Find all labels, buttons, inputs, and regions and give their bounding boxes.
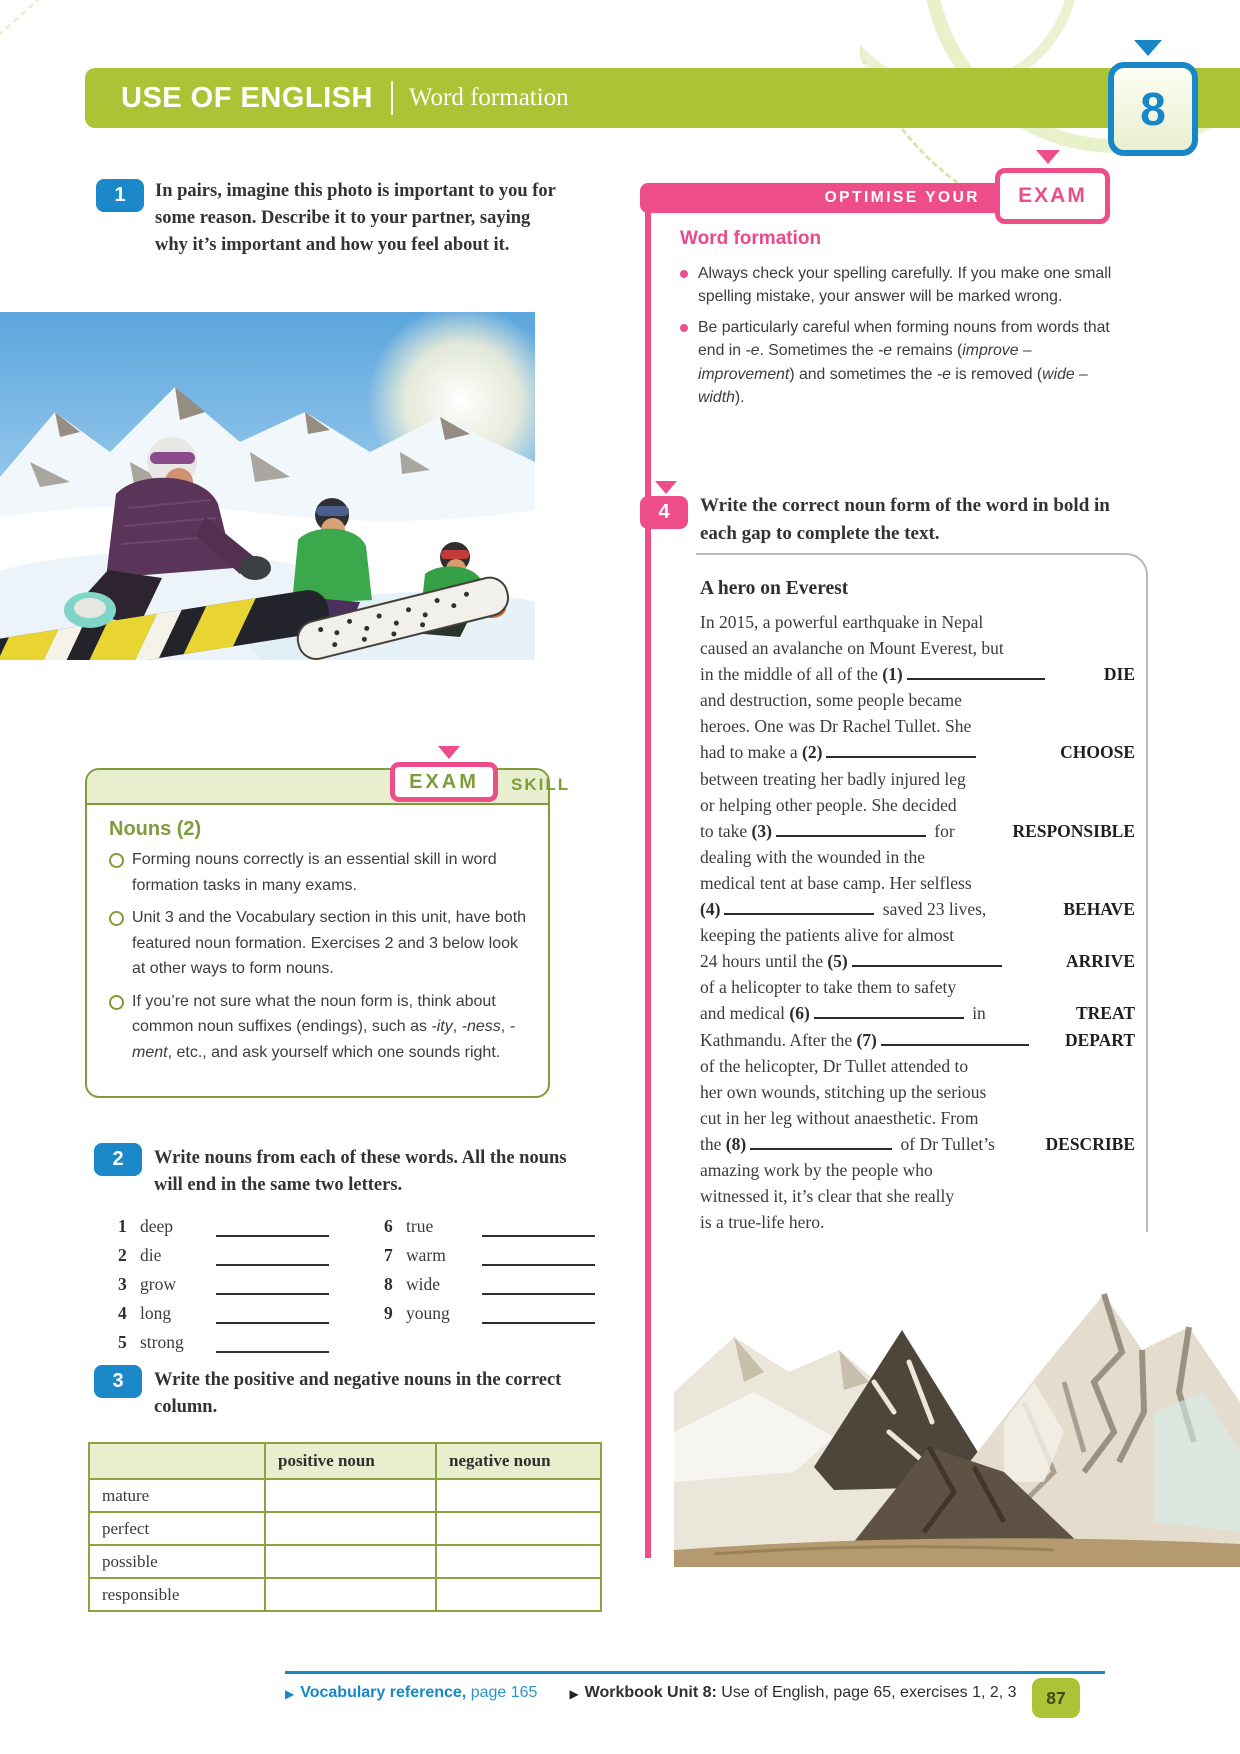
passage-line [700, 1134, 1135, 1160]
positive-noun-cell [265, 1479, 436, 1512]
word-list-item [118, 1266, 329, 1295]
word-list-item [384, 1295, 595, 1324]
answer-blank [216, 1275, 329, 1295]
passage-text: heroes. One was Dr Rachel Tullet. She [700, 716, 972, 737]
keyword-prompt: DIE [1103, 664, 1135, 685]
item-number: 6 [384, 1216, 393, 1236]
section-subtitle: Word formation [408, 84, 569, 111]
item-word: die [140, 1245, 162, 1265]
item-word: young [406, 1303, 450, 1323]
exercise1-instruction: In pairs, imagine this photo is important to you for some reason. Describe it to your partner, saying why it’s important and how you feel about it. [155, 181, 556, 255]
section-rule [645, 198, 651, 1558]
table-header-cell [89, 1443, 265, 1479]
item-number: 8 [384, 1274, 393, 1294]
bullet-item [109, 847, 534, 898]
item-number: 4 [118, 1303, 127, 1323]
passage-text: in the middle of all of the (1) [700, 664, 1049, 685]
word-list-item [118, 1324, 329, 1353]
table-word-cell: perfect [89, 1512, 265, 1545]
exercise3-instruction: Write the positive and negative nouns in the correct column. [154, 1370, 562, 1417]
answer-blank [907, 664, 1045, 680]
section-title: USE OF ENGLISH [121, 81, 373, 114]
answer-blank [482, 1246, 595, 1266]
exercise2-number-badge: 2 [94, 1143, 142, 1176]
exercise3-number-badge: 3 [94, 1365, 142, 1398]
item-word: true [406, 1216, 434, 1236]
item-word: long [140, 1303, 172, 1323]
bullet-text: If you’re not sure what the noun form is, think about common noun suffixes (endings), such as -ity, -ness, -ment, etc., and ask yourself which one sounds right. [132, 992, 515, 1061]
exercise2-left-column [118, 1208, 329, 1353]
positive-noun-cell [265, 1578, 436, 1611]
keyword-prompt: BEHAVE [1063, 899, 1135, 920]
answer-blank [482, 1275, 595, 1295]
passage-line [700, 638, 1135, 664]
table-word-cell: mature [89, 1479, 265, 1512]
unit-triangle-icon [1134, 40, 1162, 56]
answer-blank [724, 899, 874, 915]
bullet-item [109, 989, 534, 1066]
bullet-marker-icon [109, 995, 124, 1010]
bullet-marker-icon [109, 853, 124, 868]
table-row [89, 1578, 601, 1611]
page-number-badge: 87 [1032, 1678, 1080, 1718]
keyword-prompt: ARRIVE [1065, 951, 1135, 972]
workbook-reference: ▶ Workbook Unit 8: Use of English, page 65, exercises 1, 2, 3 [569, 1684, 1017, 1701]
answer-blank [814, 1003, 964, 1019]
table-row [89, 1545, 601, 1578]
positive-noun-cell [265, 1545, 436, 1578]
passage-line [700, 1056, 1135, 1082]
optimise-header-bar: OPTIMISE YOUR [640, 183, 1110, 213]
answer-blank [216, 1217, 329, 1237]
item-number: 3 [118, 1274, 127, 1294]
positive-noun-cell [265, 1512, 436, 1545]
passage-text: Kathmandu. After the (7) [700, 1030, 1033, 1051]
passage-text: cut in her leg without anaesthetic. From [700, 1107, 979, 1128]
passage-line [700, 1082, 1135, 1108]
header-divider [391, 81, 393, 115]
passage-text: her own wounds, stitching up the serious [700, 1081, 987, 1102]
item-number: 7 [384, 1245, 393, 1265]
bullet-marker-icon [680, 324, 688, 332]
keyword-prompt: DESCRIBE [1045, 1133, 1135, 1154]
passage-text: had to make a (2) [700, 742, 980, 763]
item-word: wide [406, 1274, 441, 1294]
word-list-item [118, 1295, 329, 1324]
passage-line [700, 1108, 1135, 1134]
word-list-item [118, 1237, 329, 1266]
passage-text: between treating her badly injured leg [700, 768, 966, 789]
passage-text: is a true-life hero. [700, 1212, 825, 1233]
bullet-item [680, 262, 1120, 309]
exercise1-number-badge: 1 [96, 179, 144, 212]
negative-noun-cell [436, 1545, 601, 1578]
passage-text: In 2015, a powerful earthquake in Nepal [700, 612, 984, 632]
item-number: 9 [384, 1303, 393, 1323]
keyword-prompt: DEPART [1064, 1029, 1135, 1050]
passage-text: and destruction, some people became [700, 690, 962, 711]
word-list-item [118, 1208, 329, 1237]
passage-line [700, 664, 1135, 690]
passage-text: 24 hours until the (5) [700, 951, 1006, 972]
item-word: strong [140, 1332, 184, 1352]
item-number: 2 [118, 1245, 127, 1265]
keyword-prompt: TREAT [1076, 1003, 1135, 1024]
keyword-prompt: CHOOSE [1060, 742, 1135, 763]
arrow-icon: ▶ [285, 1687, 295, 1701]
passage-line [700, 977, 1135, 1003]
word-list-item [384, 1266, 595, 1295]
passage-text: witnessed it, it’s clear that she really [700, 1186, 955, 1207]
passage-text: caused an avalanche on Mount Everest, but [700, 638, 1004, 659]
passage-line [700, 716, 1135, 742]
answer-blank [852, 951, 1002, 967]
negative-noun-cell [436, 1578, 601, 1611]
table-row [89, 1479, 601, 1512]
skill-heading: Nouns (2) [109, 818, 202, 840]
exercise4-instruction: Write the correct noun form of the word in bold in each gap to complete the text. [700, 495, 1110, 544]
answer-blank [776, 821, 926, 837]
table-word-cell: responsible [89, 1578, 265, 1611]
word-list-item [384, 1208, 595, 1237]
passage-text: medical tent at base camp. Her selfless [700, 872, 972, 893]
passage-line [700, 742, 1135, 768]
passage-line [700, 925, 1135, 951]
passage-text: or helping other people. She decided [700, 794, 957, 815]
optimise-exam-badge: EXAM [995, 168, 1110, 224]
table-header-cell: negative noun [436, 1443, 601, 1479]
item-word: warm [406, 1245, 446, 1265]
answer-blank [216, 1333, 329, 1353]
corner-line-decoration [0, 0, 118, 50]
item-word: grow [140, 1274, 176, 1294]
item-number: 1 [118, 1216, 127, 1236]
passage-line [700, 690, 1135, 716]
answer-blank [216, 1304, 329, 1324]
answer-blank [482, 1217, 595, 1237]
skill-triangle-icon [438, 746, 460, 759]
bullet-marker-icon [680, 270, 688, 278]
unit-header-bar [85, 68, 1240, 128]
table-row [89, 1512, 601, 1545]
bullet-text: Be particularly careful when forming nouns from words that end in -e. Sometimes the -e remains (improve – improvement) and sometimes the -e is removed (wide – width). [698, 318, 1110, 407]
skill-bullet-list [109, 847, 534, 1065]
vocabulary-reference-link: ▶ Vocabulary reference, page 165 [285, 1684, 538, 1701]
exercise4-triangle-icon [655, 481, 677, 494]
bullet-item [680, 316, 1120, 410]
passage-line [700, 769, 1135, 795]
keyword-prompt: RESPONSIBLE [1012, 820, 1135, 841]
skill-label: SKILL [511, 775, 571, 794]
passage-text: to take (3) for [700, 820, 955, 841]
footer-rule [285, 1671, 1105, 1674]
passage-text: keeping the patients alive for almost [700, 925, 955, 946]
hero-text-body [700, 612, 1135, 1238]
passage-line [700, 1160, 1135, 1186]
negative-noun-cell [436, 1512, 601, 1545]
item-number: 5 [118, 1332, 127, 1352]
unit-number-badge: 8 [1108, 62, 1198, 156]
passage-line [700, 899, 1135, 925]
passage-text: of the helicopter, Dr Tullet attended to [700, 1055, 969, 1076]
arrow-icon: ▶ [569, 1687, 579, 1701]
passage-text: the (8) of Dr Tullet’s [700, 1133, 995, 1154]
table-header-row [89, 1443, 601, 1479]
optimise-heading: Word formation [680, 228, 822, 249]
passage-line [700, 847, 1135, 873]
passage-line [700, 1003, 1135, 1029]
answer-blank [482, 1304, 595, 1324]
passage-line [700, 951, 1135, 977]
optimise-triangle-icon [1036, 150, 1060, 164]
passage-text: and medical (6) in [700, 1003, 986, 1024]
passage-text: of a helicopter to take them to safety [700, 977, 957, 998]
passage-line [700, 873, 1135, 899]
answer-blank [881, 1030, 1029, 1046]
passage-text: dealing with the wounded in the [700, 846, 926, 867]
hero-text-title: A hero on Everest [700, 578, 849, 599]
exam-skill-box [85, 768, 571, 1098]
exercise2-instruction: Write nouns from each of these words. All the nouns will end in the same two letters. [154, 1148, 567, 1195]
item-word: deep [140, 1216, 174, 1236]
table-header-cell: positive noun [265, 1443, 436, 1479]
passage-line [700, 795, 1135, 821]
passage-line [700, 821, 1135, 847]
exercise4-number-badge: 4 [640, 496, 688, 529]
bullet-marker-icon [109, 911, 124, 926]
passage-line [700, 1030, 1135, 1056]
optimise-bullet-list [680, 262, 1120, 416]
exercise2-right-column [384, 1208, 595, 1324]
everest-photo [674, 1232, 1240, 1567]
bullet-text: Always check your spelling carefully. If you make one small spelling mistake, your answer will be marked wrong. [698, 265, 1112, 306]
answer-blank [750, 1134, 892, 1150]
passage-text: (4) saved 23 lives, [700, 899, 987, 920]
footer [285, 1684, 1105, 1702]
passage-text: amazing work by the people who [700, 1159, 933, 1180]
snowboarders-photo [0, 312, 535, 660]
passage-line [700, 612, 1135, 638]
negative-noun-cell [436, 1479, 601, 1512]
bullet-text: Forming nouns correctly is an essential skill in word formation tasks in many exams. [132, 851, 497, 894]
answer-blank [216, 1246, 329, 1266]
bullet-text: Unit 3 and the Vocabulary section in this unit, have both featured noun formation. Exercises 2 and 3 below look at other ways to form nouns. [132, 909, 527, 977]
bullet-item [109, 905, 534, 982]
word-list-item [384, 1237, 595, 1266]
answer-blank [826, 742, 976, 758]
exam-skill-badge: EXAM [390, 762, 498, 802]
table-word-cell: possible [89, 1545, 265, 1578]
passage-line [700, 1186, 1135, 1212]
exercise3-table [88, 1442, 602, 1612]
